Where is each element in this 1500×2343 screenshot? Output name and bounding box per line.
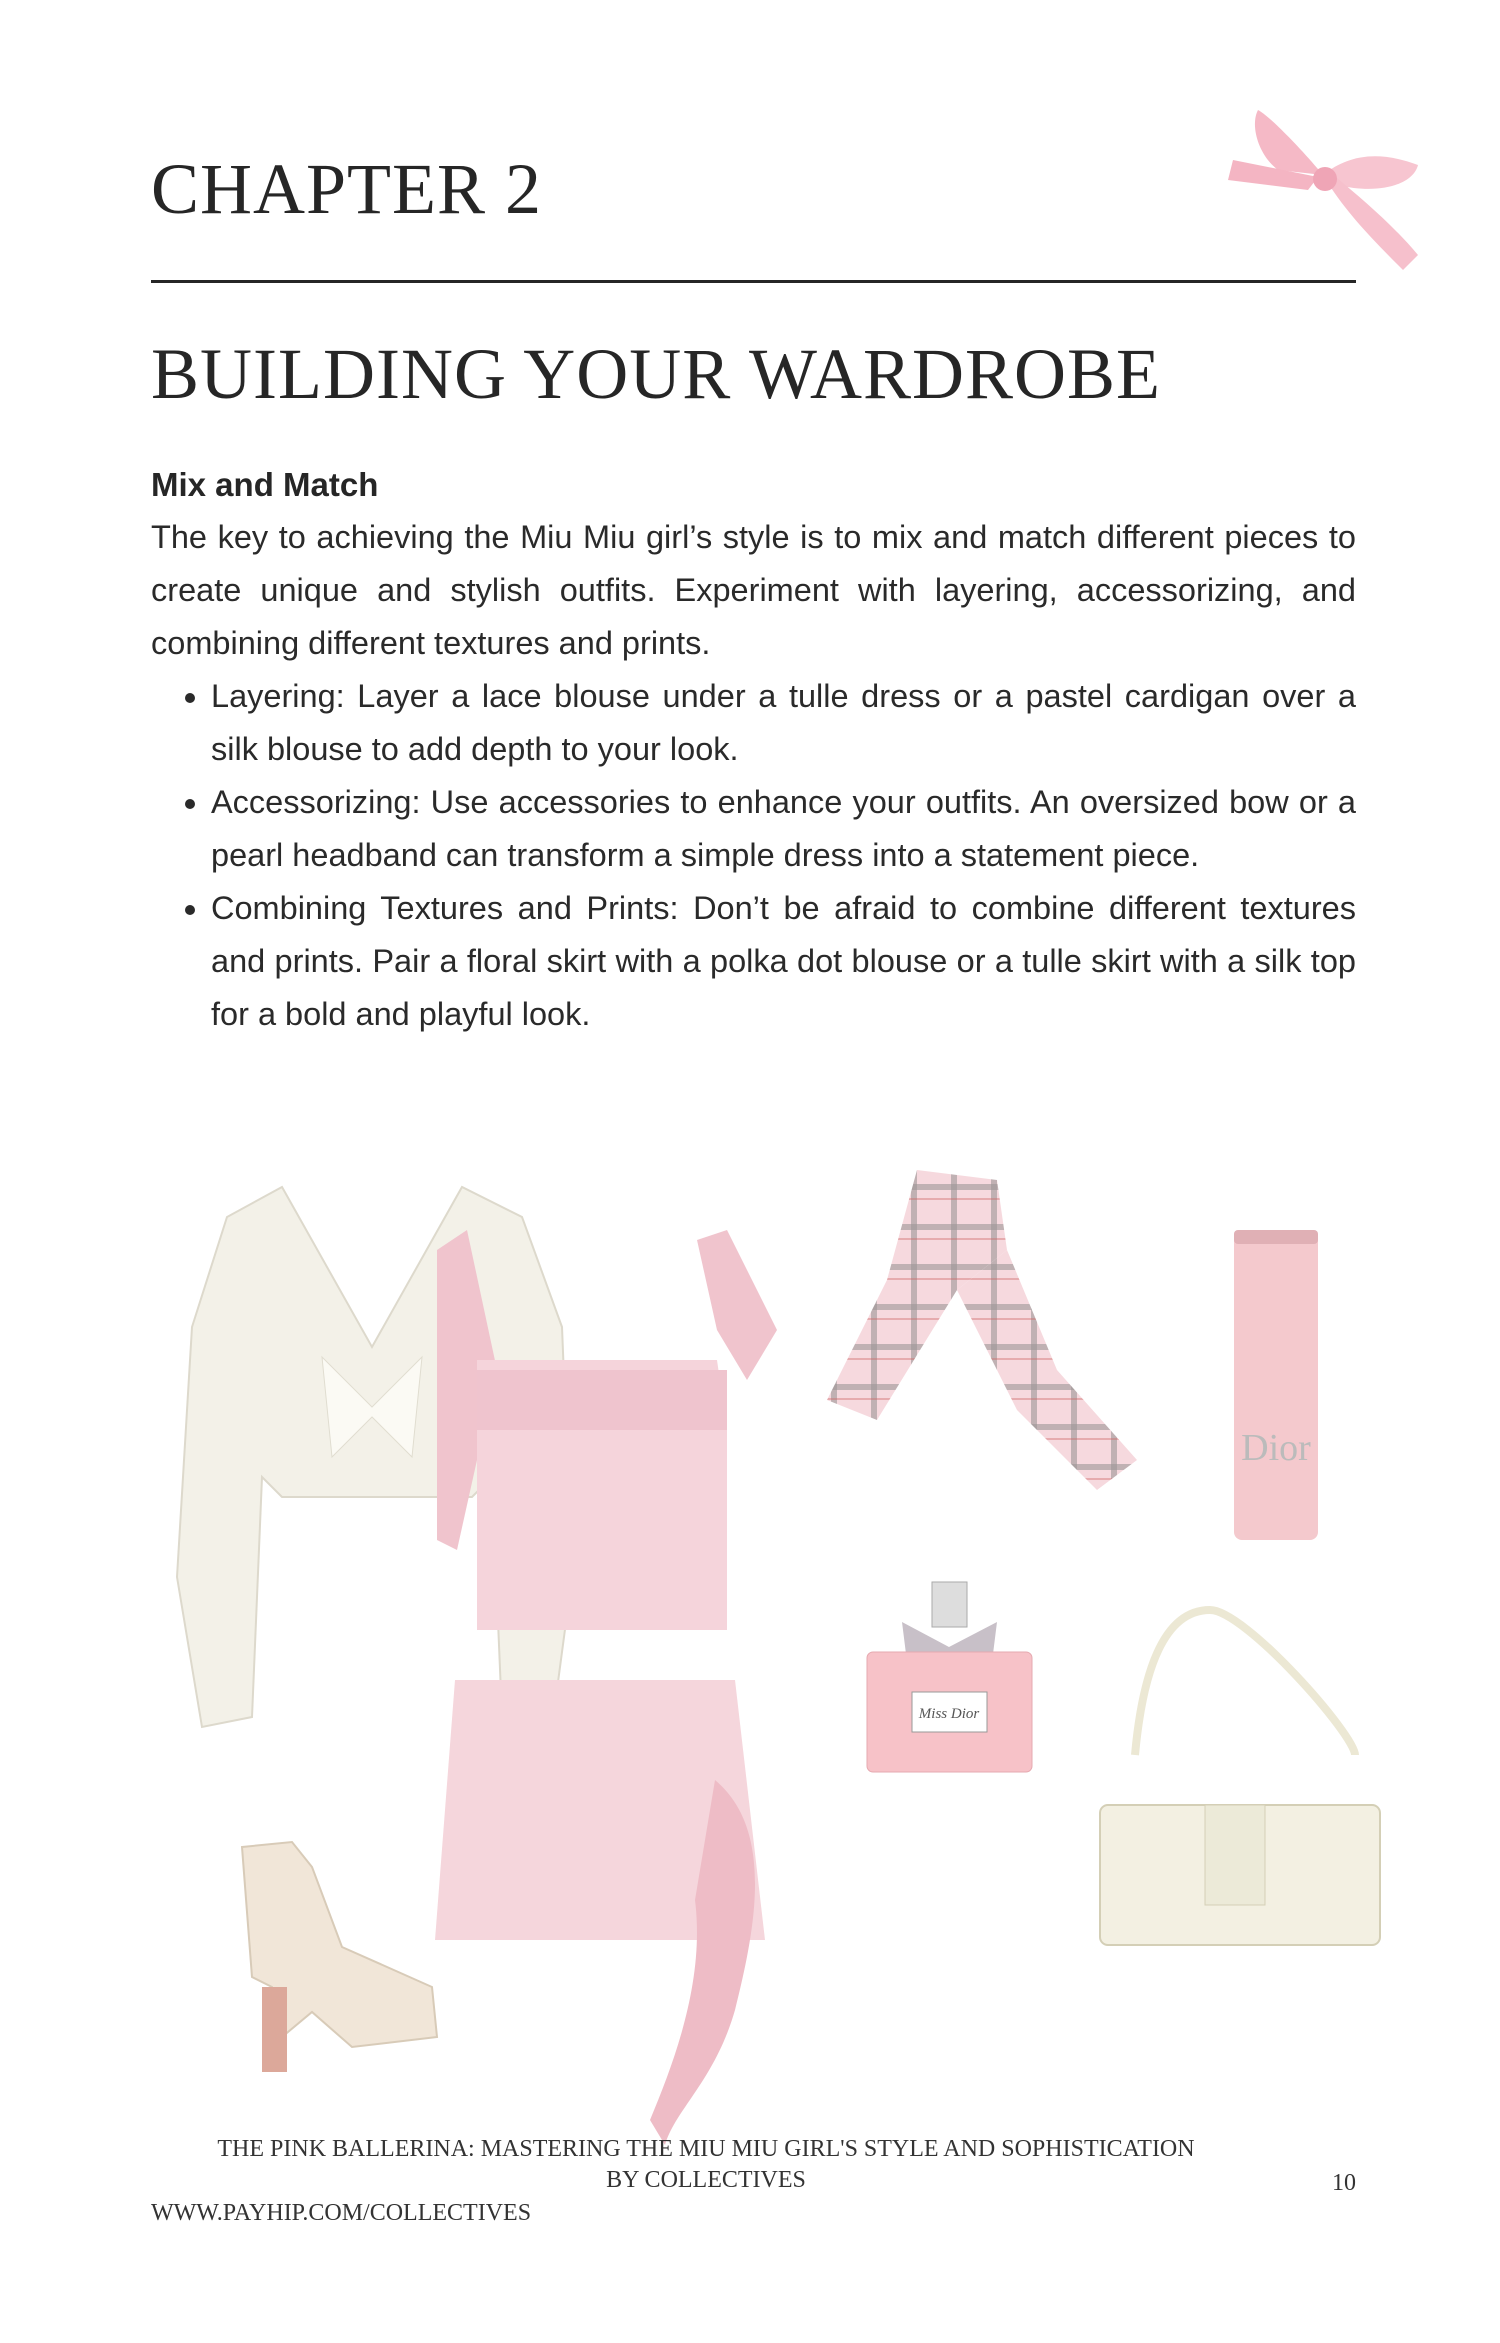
section-intro: The key to achieving the Miu Miu girl’s style is to mix and match different pieces to create unique and stylish outfits. Experiment with layering, accessorizing, and combining different textures and prints. — [151, 519, 1356, 661]
footer-title: THE PINK BALLERINA: MASTERING THE MIU MIU GIRL'S STYLE AND SOPHISTICATION BY COLLECTIVES — [217, 2136, 1195, 2193]
chapter-title: CHAPTER 2 — [151, 149, 543, 229]
lipstick-logo: Dior — [1241, 1427, 1311, 1469]
page-heading: BUILDING YOUR WARDROBE — [151, 334, 1161, 414]
bullet-list — [151, 670, 1356, 1041]
footer-website[interactable]: WWW.PAYHIP.COM/COLLECTIVES — [151, 2200, 532, 2226]
dior-lipstick-image — [1230, 1230, 1322, 1540]
footer — [151, 2136, 1356, 2227]
platform-heels-image — [202, 1837, 437, 2072]
plaid-scarf-image — [817, 1170, 1147, 1515]
list-item: • Layering: Layer a lace blouse under a tulle dress or a pastel cardigan over a silk blouse to add depth to your look. — [211, 670, 1356, 776]
page-number: 10 — [1332, 2170, 1356, 2196]
pink-bow-icon — [1228, 105, 1423, 275]
pink-mini-skirt-image — [435, 1680, 795, 2145]
divider — [151, 280, 1356, 283]
list-item: • Combining Textures and Prints: Don’t be afraid to combine different textures and prints. Pair a floral skirt with a polka dot blouse or a tulle skirt with a silk top for a bold and playful look. — [211, 882, 1356, 1041]
pink-satin-top-image — [397, 1230, 782, 1640]
section-content — [151, 458, 1356, 1041]
perfume-label: Miss Dior — [918, 1706, 980, 1722]
miss-dior-perfume-image — [862, 1582, 1037, 1777]
section-title: Mix and Match — [151, 466, 379, 503]
cream-handbag-image — [1095, 1605, 1385, 1950]
list-item: • Accessorizing: Use accessories to enhance your outfits. An oversized bow or a pearl headband can transform a simple dress into a statement piece. — [211, 776, 1356, 882]
